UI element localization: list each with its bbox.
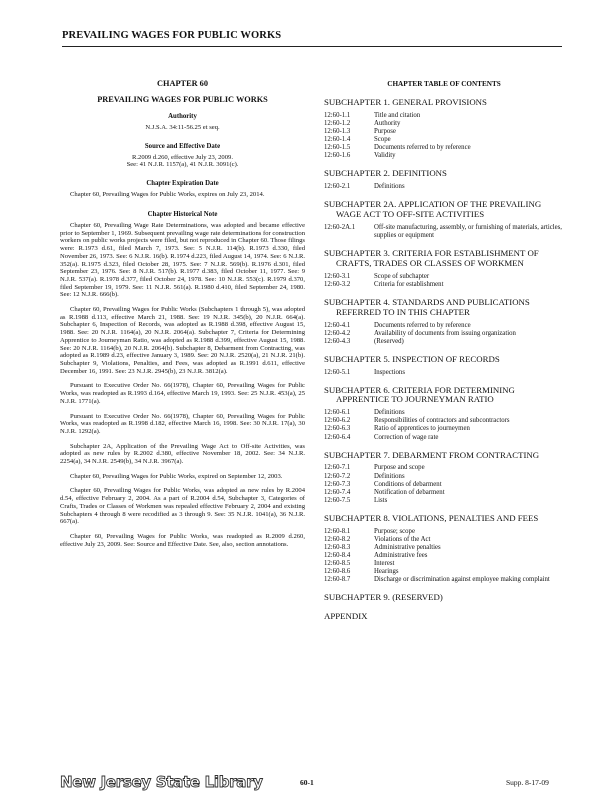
- section-number: 12:60-4.2: [324, 329, 351, 337]
- header-rule: [62, 46, 562, 47]
- subchapter-title[interactable]: SUBCHAPTER 9. (RESERVED): [324, 592, 443, 603]
- expiration-text: Chapter 60, Prevailing Wages for Public Works, expires on July 23, 2014.: [70, 190, 265, 198]
- chapter-number: CHAPTER 60: [157, 79, 208, 88]
- toc-entry[interactable]: [324, 338, 564, 346]
- subchapter-title[interactable]: SUBCHAPTER 1. GENERAL PROVISIONS: [324, 97, 487, 108]
- toc-entry[interactable]: [324, 144, 564, 152]
- toc-entry[interactable]: [324, 273, 564, 281]
- expiration-heading: Chapter Expiration Date: [146, 179, 219, 187]
- toc-entry[interactable]: [324, 473, 564, 481]
- toc-title: CHAPTER TABLE OF CONTENTS: [387, 80, 501, 88]
- authority-text: N.J.S.A. 34:11-56.25 et seq.: [145, 124, 220, 132]
- running-head: PREVAILING WAGES FOR PUBLIC WORKS: [62, 30, 282, 41]
- subchapter-title[interactable]: SUBCHAPTER 3. CRITERIA FOR ESTABLISHMENT OF CRAFTS, TRADES OR CLASSES OF WORKMEN: [324, 248, 539, 268]
- section-number: 12:60-7.2: [324, 472, 351, 480]
- section-title: Ratio of apprentices to journeymen: [374, 425, 470, 433]
- section-title: Scope of subchapter: [374, 272, 430, 280]
- section-number: 12:60-1.4: [324, 136, 351, 144]
- toc-entry[interactable]: [324, 434, 564, 442]
- section-title: Definitions: [374, 183, 405, 191]
- section-number: 12:60-2A.1: [324, 223, 356, 231]
- section-title: Hearings: [374, 568, 399, 576]
- toc-entry[interactable]: [324, 544, 564, 552]
- section-title: Documents referred to by reference: [374, 321, 471, 329]
- history-paragraph: Chapter 60, Prevailing Wages for Public Works, was readopted as R.2009 d.260, effective July 23, 2009. See: Source and Effective Date. See, also, section annotations.: [60, 532, 305, 548]
- history-paragraph: Subchapter 2A, Application of the Prevailing Wage Act to Off-site Activities, was adopted as new rules by R.2002 d.380, effective November 18, 2002. See: 34 N.J.R. 2254(a), 34 N.J.R. 2549(b), 34 N.J.R. 3967(a).: [60, 442, 305, 466]
- subchapter-title[interactable]: SUBCHAPTER 6. CRITERIA FOR DETERMINING APPRENTICE TO JOURNEYMAN RATIO: [324, 384, 515, 405]
- section-title: Correction of wage rate: [374, 433, 439, 441]
- section-number: 12:60-1.5: [324, 144, 351, 152]
- history-paragraph: Chapter 60, Prevailing Wages for Public Works (Subchapters 1 through 5), was adopted as R.1988 d.113, effective March 21, 1988. See: 19 N.J.R. 345(b), 20 N.J.R. 664(a). Subchapter 6, Inspection of Records, was adopted as R.1988 d.398, effective August 15, 1988. See: 20 N.J.R. 1164(a), 20 N.J.R. 2064(a). Subchapter 7, Criteria for Determining Apprentice to Journeyman Ratio, was adopted as R.1988 d.399, effective August 15, 1988. See: 20 N.J.R. 1164(b), 20 N.J.R. 2064(b). Subchapter 8, Debarment from Contracting, was adopted as R.1989 d.23, effective January 3, 1989. See: 20 N.J.R. 2520(a), 21 N.J.R. 21(b). Subchapter 9, Violations, Penalties, and Fees, was adopted as R.1991 d.611, effective December 16, 1991. See: 23 N.J.R. 2945(b), 23 N.J.R. 3812(a).: [60, 306, 305, 375]
- left-column: [60, 80, 305, 555]
- toc-entry[interactable]: [324, 224, 564, 240]
- history-heading: Chapter Historical Note: [147, 211, 218, 219]
- section-title: Administrative fees: [374, 551, 428, 559]
- section-number: 12:60-8.5: [324, 560, 351, 568]
- subchapter-title[interactable]: SUBCHAPTER 5. INSPECTION OF RECORDS: [324, 353, 500, 364]
- toc-subchapter: [324, 298, 564, 346]
- toc-entry[interactable]: [324, 568, 564, 576]
- section-number: 12:60-8.3: [324, 543, 351, 551]
- section-title: Violations of the Act: [374, 535, 431, 543]
- section-number: 12:60-1.6: [324, 152, 351, 160]
- toc-entry[interactable]: [324, 425, 564, 433]
- toc-entry[interactable]: [324, 281, 564, 289]
- subchapter-title[interactable]: SUBCHAPTER 7. DEBARMENT FROM CONTRACTING: [324, 449, 540, 460]
- authority-heading: Authority: [168, 113, 197, 121]
- source-line-2: See: 41 N.J.R. 1157(a), 41 N.J.R. 3091(c).: [126, 161, 239, 169]
- section-number: 12:60-8.7: [324, 576, 351, 584]
- section-number: 12:60-4.3: [324, 337, 351, 345]
- toc-subchapter: [324, 593, 564, 603]
- section-title: Interest: [374, 560, 395, 568]
- toc-subchapter: [324, 200, 564, 240]
- toc-entry[interactable]: [324, 128, 564, 136]
- toc-entry[interactable]: [324, 489, 564, 497]
- section-number: 12:60-8.4: [324, 551, 351, 559]
- section-title: Conditions of debarment: [374, 480, 442, 488]
- history-paragraph: Pursuant to Executive Order No. 66(1978), Chapter 60, Prevailing Wages for Public Works, was readopted as R.1998 d.182, effective March 16, 1998. See: 30 N.J.R. 17(a), 30 N.J.R. 1292(a).: [60, 412, 305, 435]
- section-title: Criteria for establishment: [374, 280, 444, 288]
- section-title: Availability of documents from issuing organization: [374, 329, 516, 337]
- section-number: 12:60-7.1: [324, 464, 351, 472]
- toc-entry[interactable]: [324, 369, 564, 377]
- section-number: 12:60-1.3: [324, 128, 351, 136]
- toc-entry[interactable]: [324, 112, 564, 120]
- source-heading: Source and Effective Date: [144, 142, 221, 150]
- section-number: 12:60-1.1: [324, 111, 351, 119]
- toc-entry[interactable]: [324, 536, 564, 544]
- section-title: (Reserved): [374, 337, 404, 345]
- section-number: 12:60-6.2: [324, 417, 351, 425]
- toc-entry[interactable]: [324, 330, 564, 338]
- section-title: Notification of debarment: [374, 488, 445, 496]
- section-title: Responsibilities of contractors and subcontractors: [374, 417, 510, 425]
- section-number: 12:60-5.1: [324, 368, 351, 376]
- section-number: 12:60-6.4: [324, 433, 351, 441]
- toc-entry[interactable]: [324, 417, 564, 425]
- source-line-1: R.2009 d.260, effective July 23, 2009.: [132, 153, 233, 161]
- section-title: Purpose: [374, 128, 396, 136]
- section-title: Purpose and scope: [374, 464, 425, 472]
- section-title: Off-site manufacturing, assembly, or furnishing of materials, articles, supplies or equipment: [374, 223, 562, 240]
- toc-appendix[interactable]: APPENDIX: [324, 611, 368, 622]
- section-number: 12:60-4.1: [324, 321, 351, 329]
- history-paragraph: Chapter 60, Prevailing Wages for Public Works, was adopted as new rules by R.2004 d.54, effective February 2, 2004. As a part of R.2004 d.54, Subchapter 3, Categories of Crafts, Trades or Classes of Workmen was repealed effective February 2, 2004 and existing Subchapters 4 through 8 were recodified as 3 through 9. See: 35 N.J.R. 1041(a), 36 N.J.R. 667(a).: [60, 487, 305, 526]
- section-title: Inspections: [374, 368, 405, 376]
- toc-entry[interactable]: [324, 528, 564, 536]
- historical-note: [60, 222, 305, 548]
- library-logo: New Jersey State Library: [60, 773, 263, 791]
- section-number: 12:60-8.6: [324, 568, 351, 576]
- section-title: Discharge or discrimination against employee making complaint: [374, 576, 550, 584]
- section-title: Purpose; scope: [374, 527, 415, 535]
- toc-subchapter: [324, 169, 564, 191]
- toc-subchapter: [324, 514, 564, 584]
- toc-subchapter: [324, 451, 564, 505]
- supplement-date: Supp. 8-17-09: [506, 778, 549, 787]
- toc-entry[interactable]: [324, 136, 564, 144]
- toc-entry[interactable]: [324, 409, 564, 417]
- toc-entry[interactable]: [324, 120, 564, 128]
- section-title: Documents referred to by reference: [374, 144, 471, 152]
- section-number: 12:60-8.2: [324, 535, 351, 543]
- toc-entry[interactable]: [324, 464, 564, 472]
- toc-subchapter: [324, 249, 564, 289]
- section-title: Authority: [374, 119, 401, 127]
- history-paragraph: Chapter 60, Prevailing Wage Rate Determinations, was adopted and became effective prior to September 1, 1969. Subsequent prevailing wage rate determinations for construction workers on public works projects were filed, but not reproduced in Chapter 60. Those filings were: R.1973 d.61, filed March 7, 1973. See: 5 N.J.R. 114(b). R.1973 d.330, filed November 26, 1973. See: 6 N.J.R. 16(b). R.1974 d.223, filed August 14, 1974. See: 6 N.J.R. 352(a). R.1975 d.323, filed October 28, 1975. See: 7 N.J.R. 569(b). R.1976 d.301, filed September 23, 1976. See: 8 N.J.R. 517(b). R.1977 d.383, filed October 11, 1977. See: 9 N.J.R. 537(a). R.1978 d.377, filed October 24, 1978. See: 10 N.J.R. 553(c). R.1979 d.370, filed September 19, 1979. See: 11 N.J.R. 561(a). R.1980 d.410, filed September 24, 1980. See: 12 N.J.R. 666(b).: [60, 222, 305, 299]
- toc-entry[interactable]: [324, 481, 564, 489]
- section-title: Administrative penalties: [374, 543, 441, 551]
- section-number: 12:60-7.3: [324, 480, 351, 488]
- section-number: 12:60-1.2: [324, 119, 351, 127]
- section-title: Definitions: [374, 409, 405, 417]
- section-number: 12:60-3.1: [324, 272, 351, 280]
- toc-subchapter: [324, 98, 564, 160]
- chapter-title: PREVAILING WAGES FOR PUBLIC WORKS: [97, 94, 268, 104]
- section-number: 12:60-6.1: [324, 409, 351, 417]
- section-title: Lists: [374, 496, 388, 504]
- toc-entry[interactable]: [324, 560, 564, 568]
- subchapter-title[interactable]: SUBCHAPTER 4. STANDARDS AND PUBLICATIONS REFERRED TO IN THIS CHAPTER: [324, 296, 530, 317]
- section-title: Definitions: [374, 472, 405, 480]
- table-of-contents: [324, 80, 564, 622]
- toc-entry[interactable]: [324, 576, 564, 584]
- toc-entry[interactable]: [324, 183, 564, 191]
- history-paragraph: Chapter 60, Prevailing Wages for Public Works, expired on September 12, 2003.: [70, 472, 283, 480]
- subchapter-title[interactable]: SUBCHAPTER 8. VIOLATIONS, PENALTIES AND FEES: [324, 512, 539, 523]
- subchapter-title[interactable]: SUBCHAPTER 2. DEFINITIONS: [324, 168, 447, 179]
- section-number: 12:60-8.1: [324, 527, 351, 535]
- section-title: Scope: [374, 136, 391, 144]
- subchapter-title[interactable]: SUBCHAPTER 2A. APPLICATION OF THE PREVAILING WAGE ACT TO OFF-SITE ACTIVITIES: [324, 199, 542, 220]
- section-number: 12:60-6.3: [324, 425, 351, 433]
- toc-entry[interactable]: [324, 152, 564, 160]
- toc-entry[interactable]: [324, 552, 564, 560]
- section-number: 12:60-7.5: [324, 496, 351, 504]
- toc-entry[interactable]: [324, 497, 564, 505]
- section-title: Validity: [374, 152, 396, 160]
- toc-subchapter: [324, 355, 564, 377]
- section-title: Title and citation: [374, 111, 421, 119]
- toc-list: [324, 98, 564, 603]
- toc-subchapter: [324, 386, 564, 442]
- section-number: 12:60-3.2: [324, 280, 351, 288]
- section-number: 12:60-7.4: [324, 488, 351, 496]
- toc-entry[interactable]: [324, 322, 564, 330]
- history-paragraph: Pursuant to Executive Order No. 66(1978), Chapter 60, Prevailing Wages for Public Works, was readopted as R.1993 d.164, effective March 19, 1993. See: 25 N.J.R. 453(a), 25 N.J.R. 1771(a).: [60, 382, 305, 405]
- page-number: 60-1: [300, 778, 314, 787]
- section-number: 12:60-2.1: [324, 183, 351, 191]
